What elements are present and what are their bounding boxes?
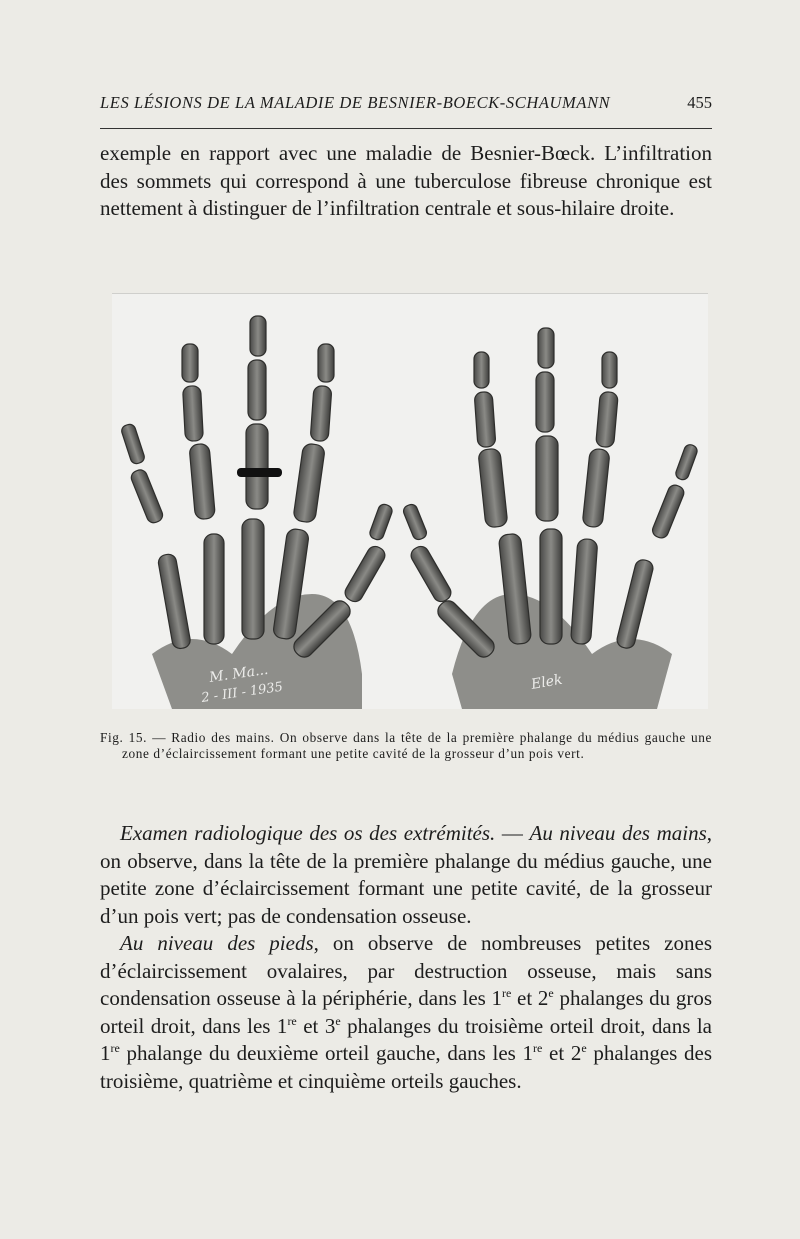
exam-dash: —	[495, 821, 530, 845]
sup-re: re	[287, 1013, 297, 1028]
feet-text-e: phalanges du troisième orteil droit, dans la 1	[100, 1013, 712, 1065]
feet-text-b: et 2	[511, 986, 549, 1010]
feet-text-f: phalange du deuxième orteil gauche, dans les 1	[119, 1041, 534, 1065]
svg-text:2 - III - 1935: 2 - III - 1935	[200, 679, 284, 706]
sup-e: e	[335, 1013, 341, 1028]
svg-text:M. Ma...: M. Ma...	[208, 661, 270, 686]
exam-hands-label: Au niveau des mains	[529, 821, 707, 845]
top-paragraph-text: exemple en rapport avec une maladie de Besnier-Bœck. L’infiltration des sommets qui correspond à une tuberculose fibreuse chronique est nettement à distinguer de l’infiltration centrale et sous-hilaire droite.	[100, 141, 712, 220]
caption-text: — Radio des mains. On observe dans la tête de la première phalange du médius gauche une zone d’éclaircissement formant une petite cavité de la grosseur d’un pois vert.	[122, 730, 712, 762]
sup-e: e	[581, 1041, 587, 1055]
running-head	[100, 93, 712, 113]
sup-re: re	[533, 1041, 543, 1055]
feet-text-h: phalanges des troisième, quatrième et cinquième orteils gauches.	[100, 1041, 713, 1093]
sup-e: e	[548, 986, 554, 1000]
exam-heading: Examen radiologique des os des extrémités.	[120, 821, 496, 845]
exam-feet-label: Au niveau des pieds	[120, 931, 314, 955]
hand-radiograph-figure	[112, 293, 708, 709]
header-rule	[100, 128, 712, 129]
exam-hands-text: , on observe, dans la tête de la première phalange du médius gauche, une petite zone d’éclaircissement formant une petite cavité, de la grosseur d’un pois vert; pas de condensation osseuse.	[100, 821, 712, 928]
feet-text-c: phalanges du gros orteil droit, dans les 1	[100, 986, 712, 1038]
feet-text-g: et 2	[542, 1041, 582, 1065]
exam-paragraph-2	[100, 930, 712, 1095]
top-paragraph	[100, 140, 712, 223]
sup-re: re	[110, 1041, 120, 1055]
ring-marker	[237, 468, 282, 477]
exam-paragraph-1	[100, 820, 712, 930]
sup-re: re	[502, 986, 512, 1000]
caption-label: Fig. 15.	[100, 730, 148, 745]
feet-text-a: , on observe de nombreuses petites zones d’éclaircissement ovalaires, par destruction osseuse, mais sans condensation osseuse à la périphérie, dans les 1	[100, 931, 712, 1010]
exam-section	[100, 820, 712, 1095]
svg-text:Elek: Elek	[529, 671, 564, 693]
page-number: 455	[687, 93, 712, 112]
figure-caption	[100, 730, 712, 763]
feet-text-d: et 3	[296, 1013, 336, 1038]
running-title: LES LÉSIONS DE LA MALADIE DE BESNIER-BOECK-SCHAUMANN	[100, 93, 611, 112]
hand-radiograph-image	[112, 294, 708, 709]
